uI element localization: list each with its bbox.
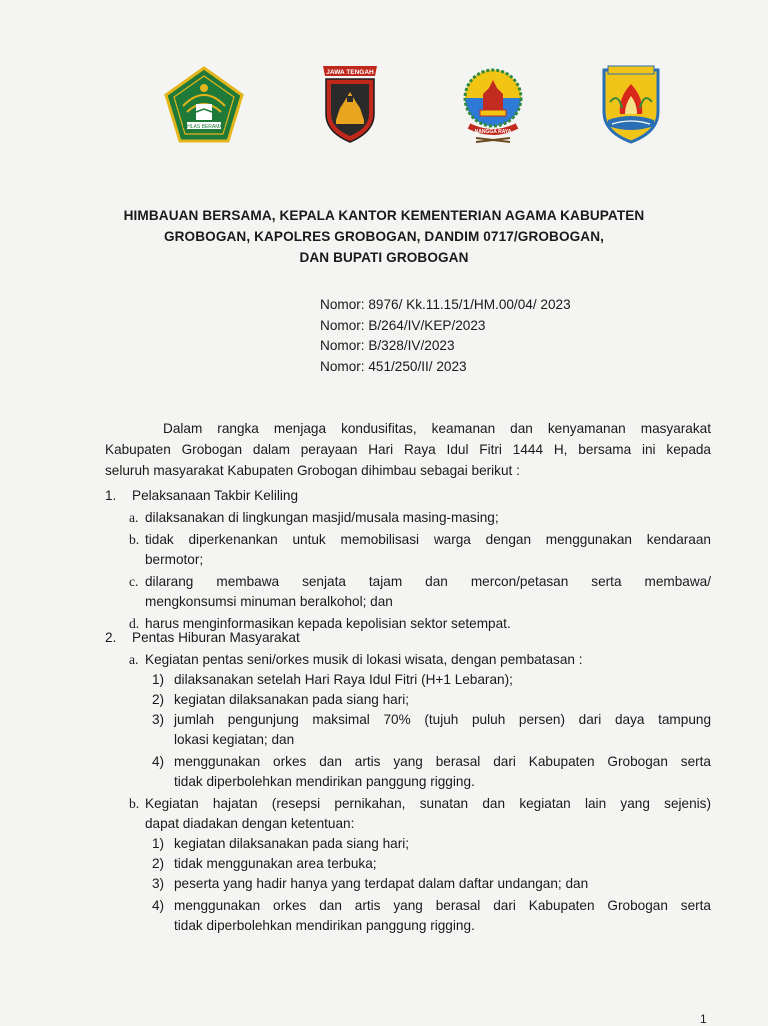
kodam-motto: NANGGA RAYA	[474, 129, 512, 135]
numbered-item-continuation	[105, 730, 711, 752]
item-number: 1)	[152, 672, 165, 687]
item-text: menggunakan orkes dan artis yang berasal dari Kabupaten Grobogan serta	[174, 754, 711, 769]
section-2	[105, 628, 711, 936]
kemenag-motto: IKHLAS BERAMAL	[182, 124, 226, 130]
item-number: 3)	[152, 876, 165, 891]
item-text: peserta yang hadir hanya yang terdapat dalam daftar undangan; dan	[174, 876, 589, 891]
title-line: DAN BUPATI GROBOGAN	[299, 250, 469, 265]
list-item	[105, 530, 711, 550]
numbered-item	[105, 670, 711, 690]
section-number: 1.	[105, 488, 117, 503]
item-number: 2)	[152, 692, 165, 707]
item-text: tidak diperkenankan untuk memobilisasi warga dengan menggunakan kendaraan	[145, 532, 711, 547]
numbered-item	[105, 834, 711, 854]
item-text: harus menginformasikan kepada kepolisian sektor setempat.	[145, 616, 511, 631]
item-letter: d.	[129, 616, 140, 631]
section-1	[105, 486, 711, 634]
numbered-item-continuation	[105, 772, 711, 794]
numbered-item	[105, 690, 711, 710]
kodam-logo	[456, 66, 530, 144]
reference-number: Nomor: 451/250/II/ 2023	[320, 358, 467, 374]
polda-banner-text: JAWA TENGAH	[326, 69, 374, 76]
item-text: mengkonsumsi minuman beralkohol; dan	[145, 594, 393, 609]
logo-row	[0, 62, 768, 146]
page-number: 1	[700, 1012, 707, 1026]
list-item	[105, 650, 711, 670]
numbered-item	[105, 752, 711, 772]
kemenag-logo	[163, 66, 245, 144]
grobogan-logo	[600, 62, 662, 144]
item-text: Kegiatan hajatan (resepsi pernikahan, sunatan dan kegiatan lain yang sejenis)	[145, 796, 711, 811]
numbered-item	[105, 854, 711, 874]
section-title: Pentas Hiburan Masyarakat	[132, 630, 300, 645]
item-text: dilaksanakan setelah Hari Raya Idul Fitri (H+1 Lebaran);	[174, 672, 513, 687]
item-text: kegiatan dilaksanakan pada siang hari;	[174, 692, 410, 707]
intro-line: Dalam rangka menjaga kondusifitas, keamanan dan kenyamanan masyarakat	[163, 421, 711, 436]
reference-number: Nomor: B/328/IV/2023	[320, 338, 455, 353]
item-number: 2)	[152, 856, 165, 871]
item-letter: b.	[129, 532, 140, 547]
item-number: 3)	[152, 712, 165, 727]
item-letter: a.	[129, 510, 139, 525]
list-item-continuation	[105, 814, 711, 834]
list-item	[105, 572, 711, 592]
item-number: 1)	[152, 836, 165, 851]
item-text: Kegiatan pentas seni/orkes musik di lokasi wisata, dengan pembatasan :	[145, 652, 583, 667]
item-text: tidak menggunakan area terbuka;	[174, 856, 377, 871]
numbered-item	[105, 896, 711, 916]
item-text: kegiatan dilaksanakan pada siang hari;	[174, 836, 410, 851]
item-text: lokasi kegiatan; dan	[174, 732, 295, 747]
item-text: tidak diperbolehkan mendirikan panggung rigging.	[174, 918, 475, 933]
intro-paragraph	[105, 418, 711, 481]
list-item	[105, 794, 711, 814]
list-item-continuation	[105, 550, 711, 572]
title-line: HIMBAUAN BERSAMA, KEPALA KANTOR KEMENTERIAN AGAMA KABUPATEN	[123, 208, 645, 223]
item-text: dilarang membawa senjata tajam dan mercon/petasan serta membawa/	[145, 574, 711, 589]
item-letter: b.	[129, 796, 140, 811]
numbered-item	[105, 874, 711, 896]
reference-number: Nomor: 8976/ Kk.11.15/1/HM.00/04/ 2023	[320, 297, 571, 312]
item-number: 4)	[152, 754, 165, 769]
item-letter: a.	[129, 652, 139, 667]
polda-jateng-logo	[318, 62, 382, 144]
title-line: GROBOGAN, KAPOLRES GROBOGAN, DANDIM 0717/GROBOGAN,	[163, 229, 605, 244]
item-text: dilaksanakan di lingkungan masjid/musala masing-masing;	[145, 510, 499, 525]
numbered-item-continuation	[105, 916, 711, 936]
item-letter: c.	[129, 574, 139, 589]
item-text: menggunakan orkes dan artis yang berasal dari Kabupaten Grobogan serta	[174, 898, 711, 913]
section-number: 2.	[105, 630, 117, 645]
list-item	[105, 508, 711, 530]
reference-numbers	[320, 295, 571, 377]
list-item-continuation	[105, 592, 711, 614]
section-heading	[105, 486, 711, 508]
item-text: jumlah pengunjung maksimal 70% (tujuh puluh persen) dari daya tampung	[174, 712, 711, 727]
item-text: bermotor;	[145, 552, 204, 567]
item-number: 4)	[152, 898, 165, 913]
numbered-item	[105, 710, 711, 730]
intro-line: seluruh masyarakat Kabupaten Grobogan dihimbau sebagai berikut :	[105, 463, 520, 478]
item-text: tidak diperbolehkan mendirikan panggung rigging.	[174, 774, 475, 789]
document-title	[110, 205, 658, 268]
item-text: dapat diadakan dengan ketentuan:	[145, 816, 355, 831]
section-heading	[105, 628, 711, 650]
section-title: Pelaksanaan Takbir Keliling	[132, 488, 298, 503]
reference-number: Nomor: B/264/IV/KEP/2023	[320, 317, 486, 333]
intro-line: Kabupaten Grobogan dalam perayaan Hari Raya Idul Fitri 1444 H, bersama ini kepada	[105, 442, 711, 457]
